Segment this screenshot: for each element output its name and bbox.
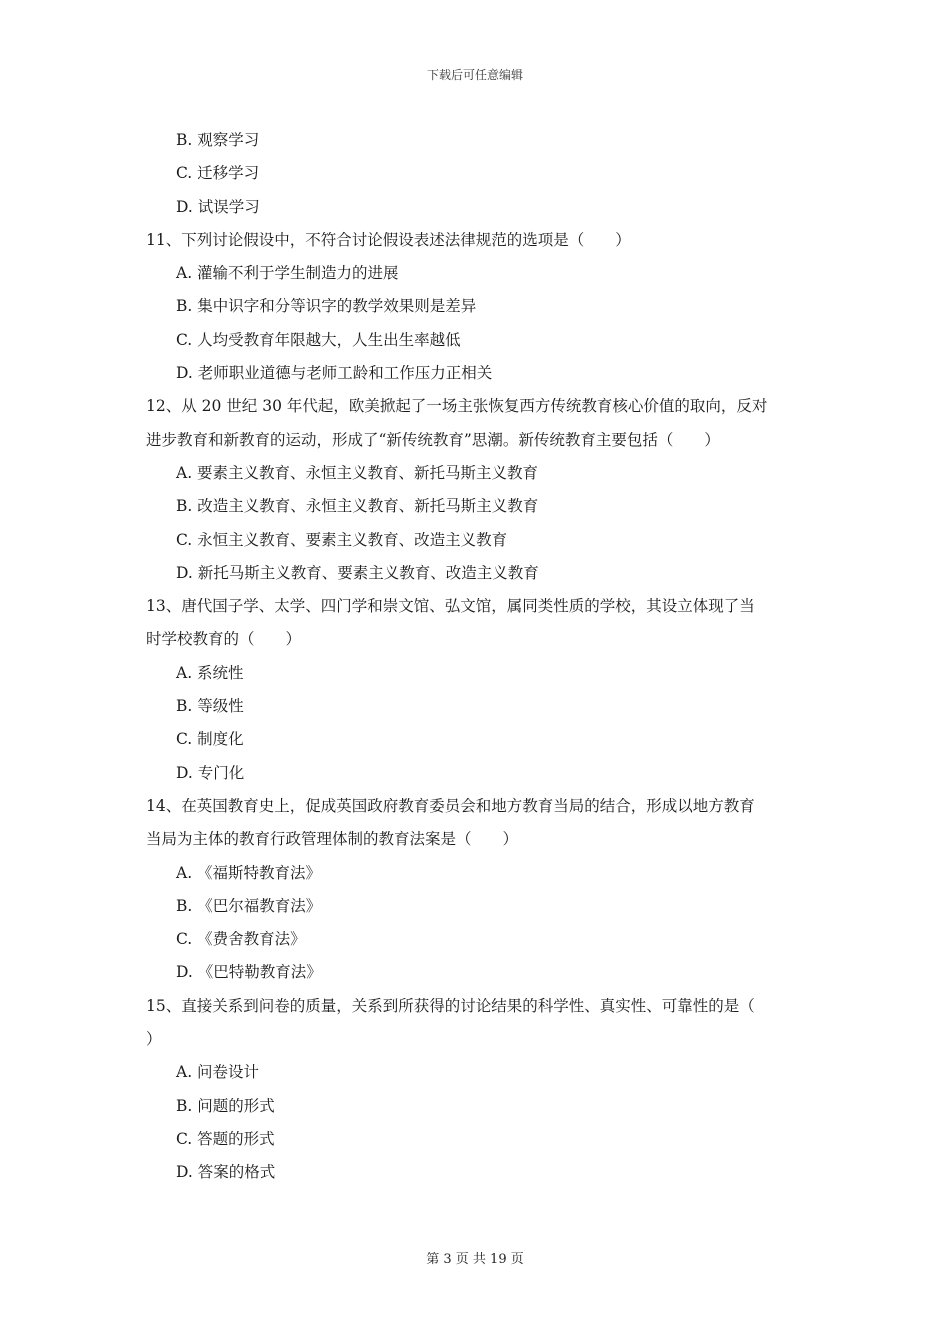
question-13-continued: 时学校教育的（ ） bbox=[146, 630, 302, 649]
option-c-q10: C. 迁移学习 bbox=[176, 164, 260, 183]
option-b-q10: B. 观察学习 bbox=[176, 131, 260, 149]
option-a-q14: A. 《福斯特教育法》 bbox=[176, 863, 322, 882]
question-14-continued: 当局为主体的教育行政管理体制的教育法案是（ ） bbox=[146, 830, 519, 849]
question-11: 11、下列讨论假设中，不符合讨论假设表述法律规范的选项是（ ） bbox=[146, 230, 631, 249]
option-c-q13: C. 制度化 bbox=[176, 730, 244, 749]
option-d-q10: D. 试误学习 bbox=[176, 197, 260, 216]
question-15: 15、直接关系到问卷的质量，关系到所获得的讨论结果的科学性、真实性、可靠性的是（ bbox=[146, 996, 755, 1015]
page-footer: 第 3 页 共 19 页 bbox=[426, 1252, 524, 1267]
option-b-q12: B. 改造主义教育、永恒主义教育、新托马斯主义教育 bbox=[176, 497, 539, 516]
option-c-q15: C. 答题的形式 bbox=[176, 1129, 275, 1148]
option-c-q14: C. 《费舍教育法》 bbox=[176, 930, 306, 949]
question-12-continued: 进步教育和新教育的运动，形成了“新传统教育”思潮。新传统教育主要包括（ ） bbox=[146, 430, 720, 449]
option-a-q11: A. 灌输不利于学生制造力的进展 bbox=[176, 264, 399, 283]
page-content bbox=[146, 124, 810, 1190]
question-13: 13、唐代国子学、太学、四门学和崇文馆、弘文馆，属同类性质的学校，其设立体现了当 bbox=[146, 597, 755, 616]
option-a-q12: A. 要素主义教育、永恒主义教育、新托马斯主义教育 bbox=[176, 463, 539, 482]
page-header: 下载后可任意编辑 bbox=[426, 68, 523, 82]
option-c-q12: C. 永恒主义教育、要素主义教育、改造主义教育 bbox=[176, 530, 508, 549]
option-d-q12: D. 新托马斯主义教育、要素主义教育、改造主义教育 bbox=[176, 563, 539, 582]
question-12: 12、从 20 世纪 30 年代起，欧美掀起了一场主张恢复西方传统教育核心价值的取向，反对 bbox=[146, 397, 768, 416]
option-a-q13: A. 系统性 bbox=[176, 663, 244, 682]
option-a-q15: A. 问卷设计 bbox=[176, 1063, 260, 1082]
option-b-q15: B. 问题的形式 bbox=[176, 1096, 275, 1115]
question-14: 14、在英国教育史上，促成英国政府教育委员会和地方教育当局的结合，形成以地方教育 bbox=[146, 796, 755, 815]
option-d-q15: D. 答案的格式 bbox=[176, 1163, 276, 1182]
option-d-q11: D. 老师职业道德与老师工龄和工作压力正相关 bbox=[176, 364, 493, 383]
question-15-continued: ） bbox=[146, 1030, 162, 1049]
option-b-q11: B. 集中识字和分等识字的教学效果则是差异 bbox=[176, 297, 477, 316]
option-b-q13: B. 等级性 bbox=[176, 697, 244, 716]
option-c-q11: C. 人均受教育年限越大，人生出生率越低 bbox=[176, 330, 461, 349]
option-b-q14: B. 《巴尔福教育法》 bbox=[176, 896, 322, 915]
option-d-q14: D. 《巴特勒教育法》 bbox=[176, 963, 322, 982]
option-d-q13: D. 专门化 bbox=[176, 763, 245, 782]
